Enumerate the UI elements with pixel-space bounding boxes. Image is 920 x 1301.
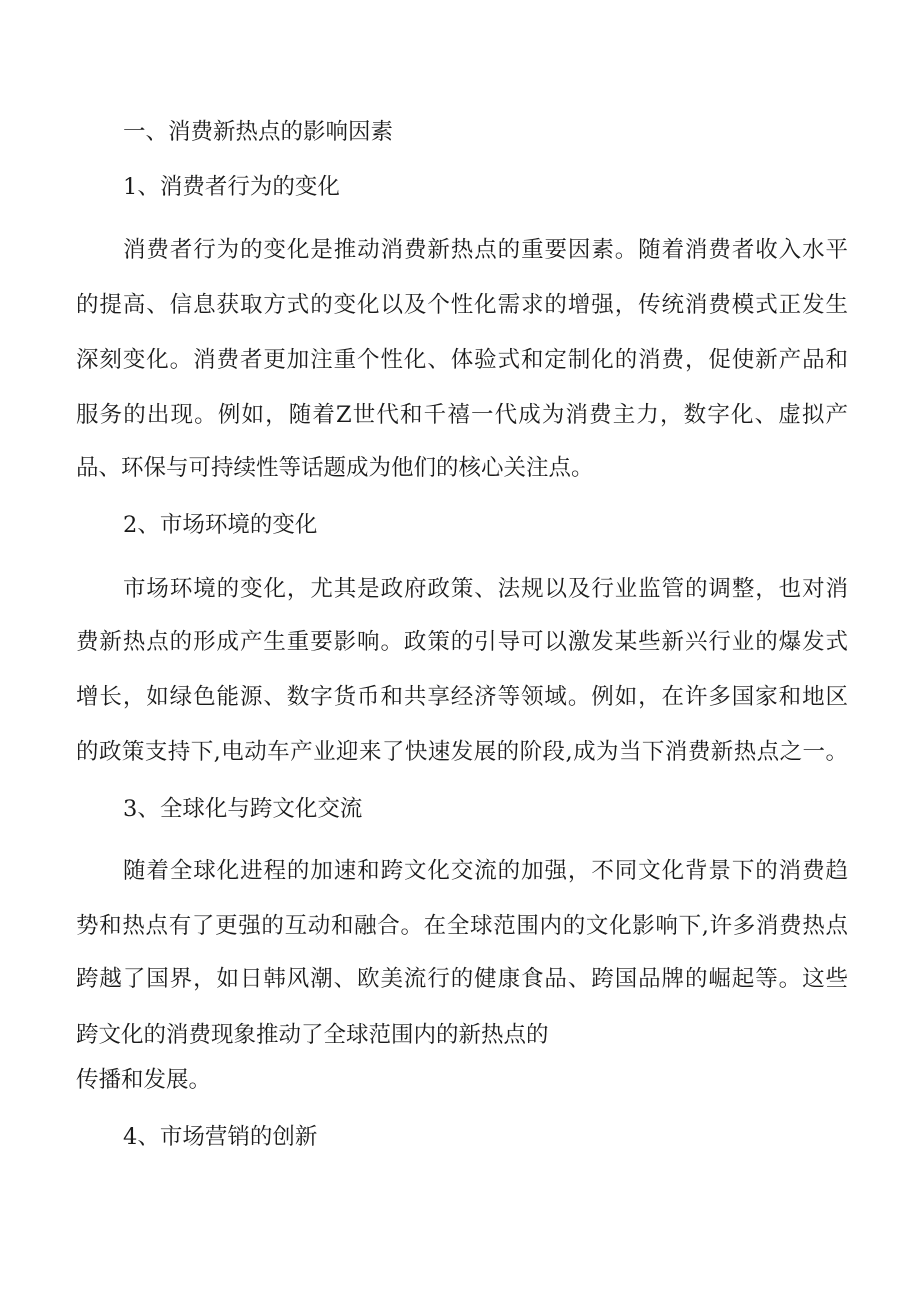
section-2-paragraph-line: 增长，如绿色能源、数字货币和共享经济等领域。例如，在许多国家和地区 [76,684,848,710]
section-1-paragraph-line: 深刻变化。消费者更加注重个性化、体验式和定制化的消费，促使新产品和 [76,347,848,373]
section-3-paragraph-line: 跨文化的消费现象推动了全球范围内的新热点的 [76,1022,549,1048]
section-3-paragraph-line: 跨越了国界，如日韩风潮、欧美流行的健康食品、跨国品牌的崛起等。这些 [76,966,848,992]
main-heading: 一、消费新热点的影响因素 [123,119,394,145]
section-2-paragraph-line: 的政策支持下,电动车产业迎来了快速发展的阶段,成为当下消费新热点之一。 [76,739,848,765]
section-2-title: 2、市场环境的变化 [123,512,318,538]
section-3-title: 3、全球化与跨文化交流 [123,796,363,822]
section-1-paragraph-line: 服务的出现。例如，随着Z世代和千禧一代成为消费主力，数字化、虚拟产 [76,402,848,428]
section-1-paragraph-line: 品、环保与可持续性等话题成为他们的核心关注点。 [76,455,594,481]
section-2-paragraph-line: 市场环境的变化，尤其是政府政策、法规以及行业监管的调整，也对消 [123,576,848,602]
section-1-paragraph-line: 的提高、信息获取方式的变化以及个性化需求的增强，传统消费模式正发生 [76,292,848,318]
section-3-paragraph-line: 传播和发展。 [76,1067,212,1093]
section-3-paragraph-line: 随着全球化进程的加速和跨文化交流的加强，不同文化背景下的消费趋 [123,858,848,884]
section-1-paragraph-line: 消费者行为的变化是推动消费新热点的重要因素。随着消费者收入水平 [123,237,848,263]
section-4-title: 4、市场营销的创新 [123,1124,318,1150]
section-2-paragraph-line: 费新热点的形成产生重要影响。政策的引导可以激发某些新兴行业的爆发式 [76,629,848,655]
section-1-title: 1、消费者行为的变化 [123,174,340,200]
section-3-paragraph-line: 势和热点有了更强的互动和融合。在全球范围内的文化影响下,许多消费热点 [76,913,848,939]
